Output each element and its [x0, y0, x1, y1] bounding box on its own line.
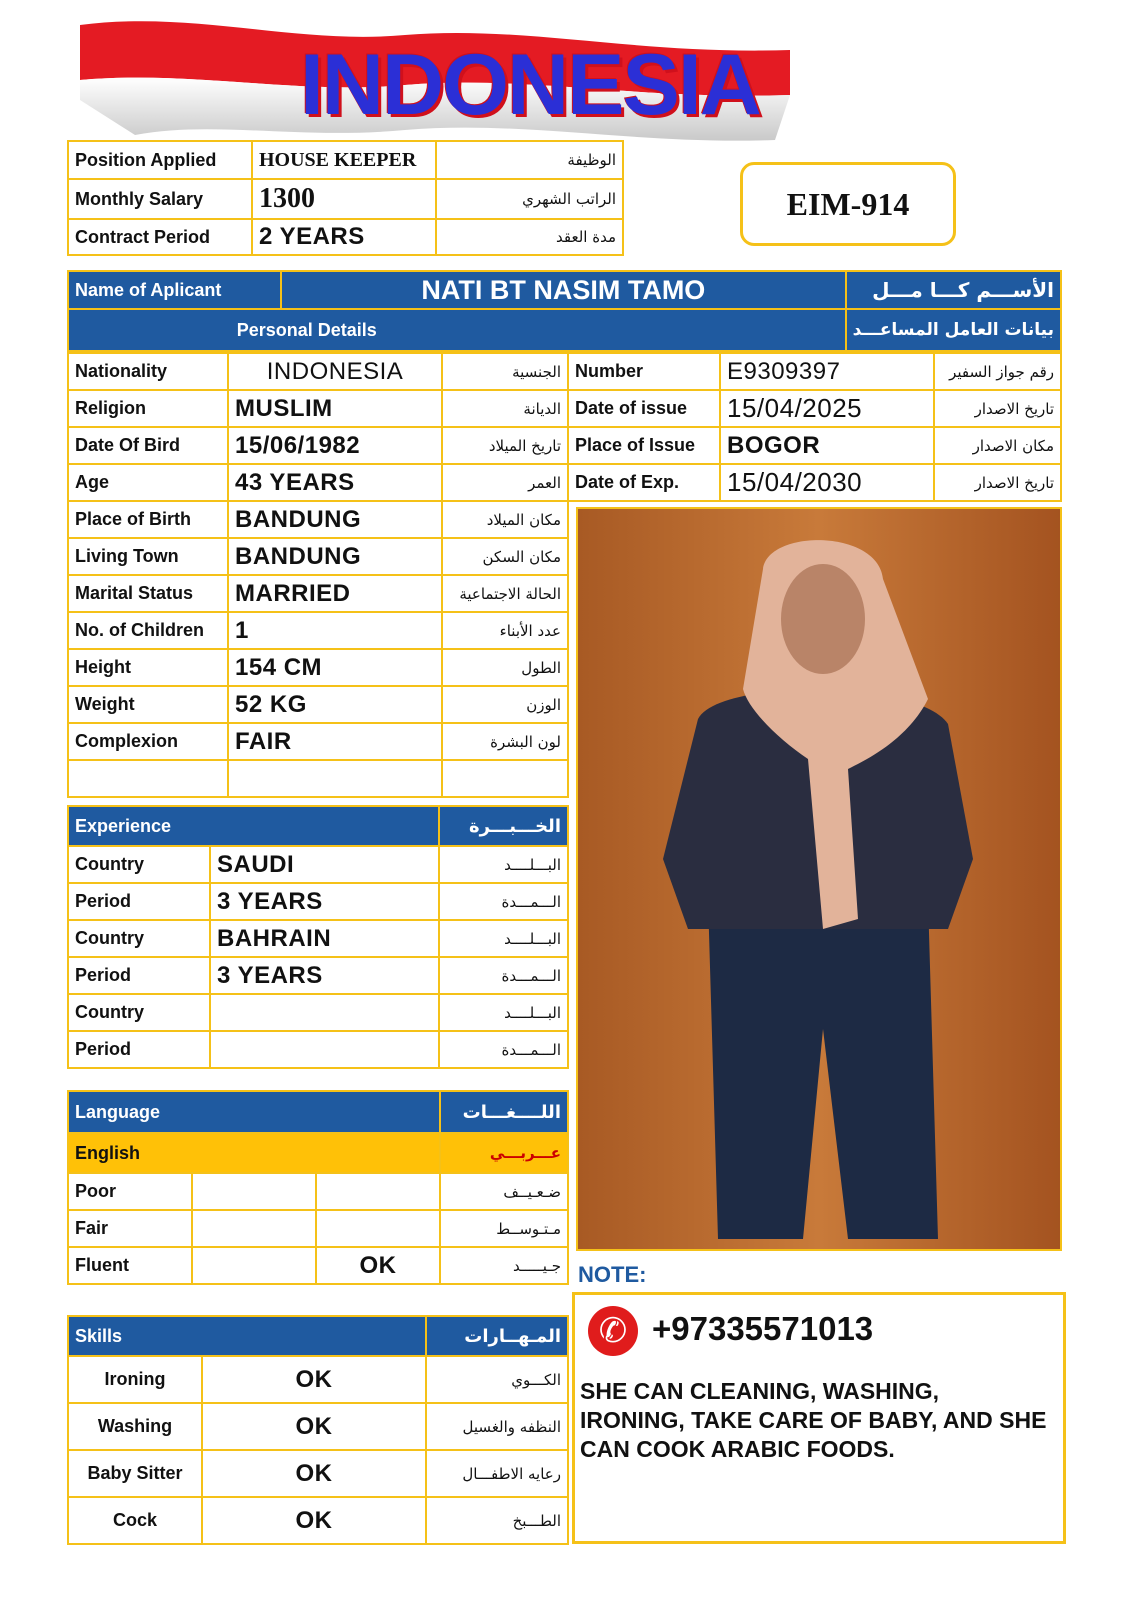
salary-arabic-label: الراتب الشهري: [436, 179, 623, 219]
personal-details-arabic: بيانات العامل المساعـــد: [846, 309, 1061, 351]
issue-place-label: Place of Issue: [568, 427, 720, 464]
skill-babysitter-value: OK: [202, 1450, 426, 1497]
job-label: Position Applied: [68, 141, 252, 179]
exp-country-label: Country: [68, 846, 210, 883]
exp-period-value: 3 YEARS: [210, 883, 439, 920]
job-value: HOUSE KEEPER: [252, 141, 436, 179]
lang-fluent-col2: OK: [316, 1247, 440, 1284]
exp-country-value: [210, 994, 439, 1031]
issue-date-arabic: تاريخ الاصدار: [934, 390, 1061, 427]
issue-date-value: 15/04/2025: [720, 390, 934, 427]
contract-label: Contract Period: [68, 219, 252, 255]
issue-date-label: Date of issue: [568, 390, 720, 427]
children-value: 1: [228, 612, 442, 649]
dob-value: 15/06/1982: [228, 427, 442, 464]
lang-fair-arabic: مـتـوســط: [440, 1210, 568, 1247]
age-value: 43 YEARS: [228, 464, 442, 501]
language-arabic-label: عـــربـــي: [440, 1133, 568, 1173]
exp-country-value: BAHRAIN: [210, 920, 439, 957]
height-arabic: الطول: [442, 649, 568, 686]
salary-value: 1300: [252, 179, 436, 219]
skill-washing-arabic: النظفه والغسيل: [426, 1403, 568, 1450]
contract-value: 2 YEARS: [252, 219, 436, 255]
birthplace-label: Place of Birth: [68, 501, 228, 538]
salary-label: Monthly Salary: [68, 179, 252, 219]
passport-number-value: E9309397: [720, 353, 934, 390]
weight-arabic: الوزن: [442, 686, 568, 723]
birthplace-value: BANDUNG: [228, 501, 442, 538]
height-label: Height: [68, 649, 228, 686]
skill-babysitter-label: Baby Sitter: [68, 1450, 202, 1497]
passport-number-arabic: رقم جواز السفير: [934, 353, 1061, 390]
applicant-label: Name of Aplicant: [68, 271, 281, 309]
exp-period-arabic: الـــمـــدة: [439, 883, 568, 920]
religion-value: MUSLIM: [228, 390, 442, 427]
applicant-photo: [576, 507, 1062, 1251]
nationality-label: Nationality: [68, 353, 228, 390]
applicant-arabic-label: الأســـم كـــا مـــل: [846, 271, 1061, 309]
job-table: [67, 140, 624, 256]
religion-arabic: الديانة: [442, 390, 568, 427]
birthplace-arabic: مكان الميلاد: [442, 501, 568, 538]
issue-place-value: BOGOR: [720, 427, 934, 464]
lang-fluent-arabic: جـيـــــد: [440, 1247, 568, 1284]
expiry-date-label: Date of Exp.: [568, 464, 720, 501]
marital-label: Marital Status: [68, 575, 228, 612]
age-label: Age: [68, 464, 228, 501]
weight-value: 52 KG: [228, 686, 442, 723]
skill-babysitter-arabic: رعايه الاطفـــال: [426, 1450, 568, 1497]
experience-table: [67, 805, 569, 1069]
complexion-label: Complexion: [68, 723, 228, 760]
exp-period-label: Period: [68, 957, 210, 994]
exp-period-arabic: الـــمـــدة: [439, 1031, 568, 1068]
exp-period-value: 3 YEARS: [210, 957, 439, 994]
complexion-value: FAIR: [228, 723, 442, 760]
dob-label: Date Of Bird: [68, 427, 228, 464]
empty-cell: [442, 760, 568, 797]
language-english-label: English: [68, 1133, 440, 1173]
experience-heading: Experience: [68, 806, 439, 846]
language-arabic: اللــــغـــات: [440, 1091, 568, 1133]
contract-arabic-label: مدة العقد: [436, 219, 623, 255]
lang-fair-col2: [316, 1210, 440, 1247]
skill-ironing-label: Ironing: [68, 1356, 202, 1403]
exp-country-arabic: البـــلــــد: [439, 994, 568, 1031]
language-heading: Language: [68, 1091, 440, 1133]
nationality-value: INDONESIA: [228, 353, 442, 390]
lang-poor-label: Poor: [68, 1173, 192, 1210]
expiry-date-value: 15/04/2030: [720, 464, 934, 501]
living-town-arabic: مكان السكن: [442, 538, 568, 575]
skill-cook-arabic: الطـــبخ: [426, 1497, 568, 1544]
skill-cook-value: OK: [202, 1497, 426, 1544]
lang-poor-col1: [192, 1173, 316, 1210]
passport-table: [567, 352, 1062, 502]
phone-icon: ✆: [588, 1306, 638, 1356]
exp-country-label: Country: [68, 994, 210, 1031]
marital-arabic: الحالة الاجتماعية: [442, 575, 568, 612]
exp-country-arabic: البـــلــــد: [439, 920, 568, 957]
empty-cell: [68, 760, 228, 797]
applicant-name: NATI BT NASIM TAMO: [281, 271, 845, 309]
skill-cook-label: Cock: [68, 1497, 202, 1544]
living-town-label: Living Town: [68, 538, 228, 575]
lang-fair-col1: [192, 1210, 316, 1247]
empty-cell: [228, 760, 442, 797]
lang-poor-col2: [316, 1173, 440, 1210]
reference-code: EIM-914: [740, 162, 956, 246]
exp-period-value: [210, 1031, 439, 1068]
skill-washing-label: Washing: [68, 1403, 202, 1450]
personal-table: [67, 352, 569, 798]
religion-label: Religion: [68, 390, 228, 427]
experience-arabic: الخـــبـــرة: [439, 806, 568, 846]
skill-ironing-arabic: الكـــوي: [426, 1356, 568, 1403]
passport-number-label: Number: [568, 353, 720, 390]
lang-fair-label: Fair: [68, 1210, 192, 1247]
marital-value: MARRIED: [228, 575, 442, 612]
height-value: 154 CM: [228, 649, 442, 686]
lang-fluent-col1: [192, 1247, 316, 1284]
age-arabic: العمر: [442, 464, 568, 501]
complexion-arabic: لون البشرة: [442, 723, 568, 760]
applicant-name-bar: [67, 270, 1062, 352]
skills-heading: Skills: [68, 1316, 426, 1356]
exp-period-label: Period: [68, 883, 210, 920]
exp-country-value: SAUDI: [210, 846, 439, 883]
issue-place-arabic: مكان الاصدار: [934, 427, 1061, 464]
skills-arabic: المـهــارات: [426, 1316, 568, 1356]
exp-period-label: Period: [68, 1031, 210, 1068]
skills-table: [67, 1315, 569, 1545]
note-label: NOTE:: [578, 1262, 647, 1287]
exp-period-arabic: الـــمـــدة: [439, 957, 568, 994]
country-title: INDONESIA: [300, 37, 760, 133]
phone-number[interactable]: +97335571013: [652, 1310, 874, 1347]
expiry-date-arabic: تاريخ الاصدار: [934, 464, 1061, 501]
skill-ironing-value: OK: [202, 1356, 426, 1403]
skill-washing-value: OK: [202, 1403, 426, 1450]
lang-fluent-label: Fluent: [68, 1247, 192, 1284]
children-arabic: عدد الأبناء: [442, 612, 568, 649]
personal-details-heading: Personal Details: [68, 309, 846, 351]
exp-country-label: Country: [68, 920, 210, 957]
children-label: No. of Children: [68, 612, 228, 649]
weight-label: Weight: [68, 686, 228, 723]
job-arabic-label: الوظيفة: [436, 141, 623, 179]
exp-country-arabic: البـــلــــد: [439, 846, 568, 883]
nationality-arabic: الجنسية: [442, 353, 568, 390]
note-text: SHE CAN CLEANING, WASHING, IRONING, TAKE CARE OF BABY, AND SHE CAN COOK ARABIC FOODS.: [580, 1378, 1047, 1462]
living-town-value: BANDUNG: [228, 538, 442, 575]
language-table: [67, 1090, 569, 1285]
dob-arabic: تاريخ الميلاد: [442, 427, 568, 464]
lang-poor-arabic: ضـعـيــف: [440, 1173, 568, 1210]
